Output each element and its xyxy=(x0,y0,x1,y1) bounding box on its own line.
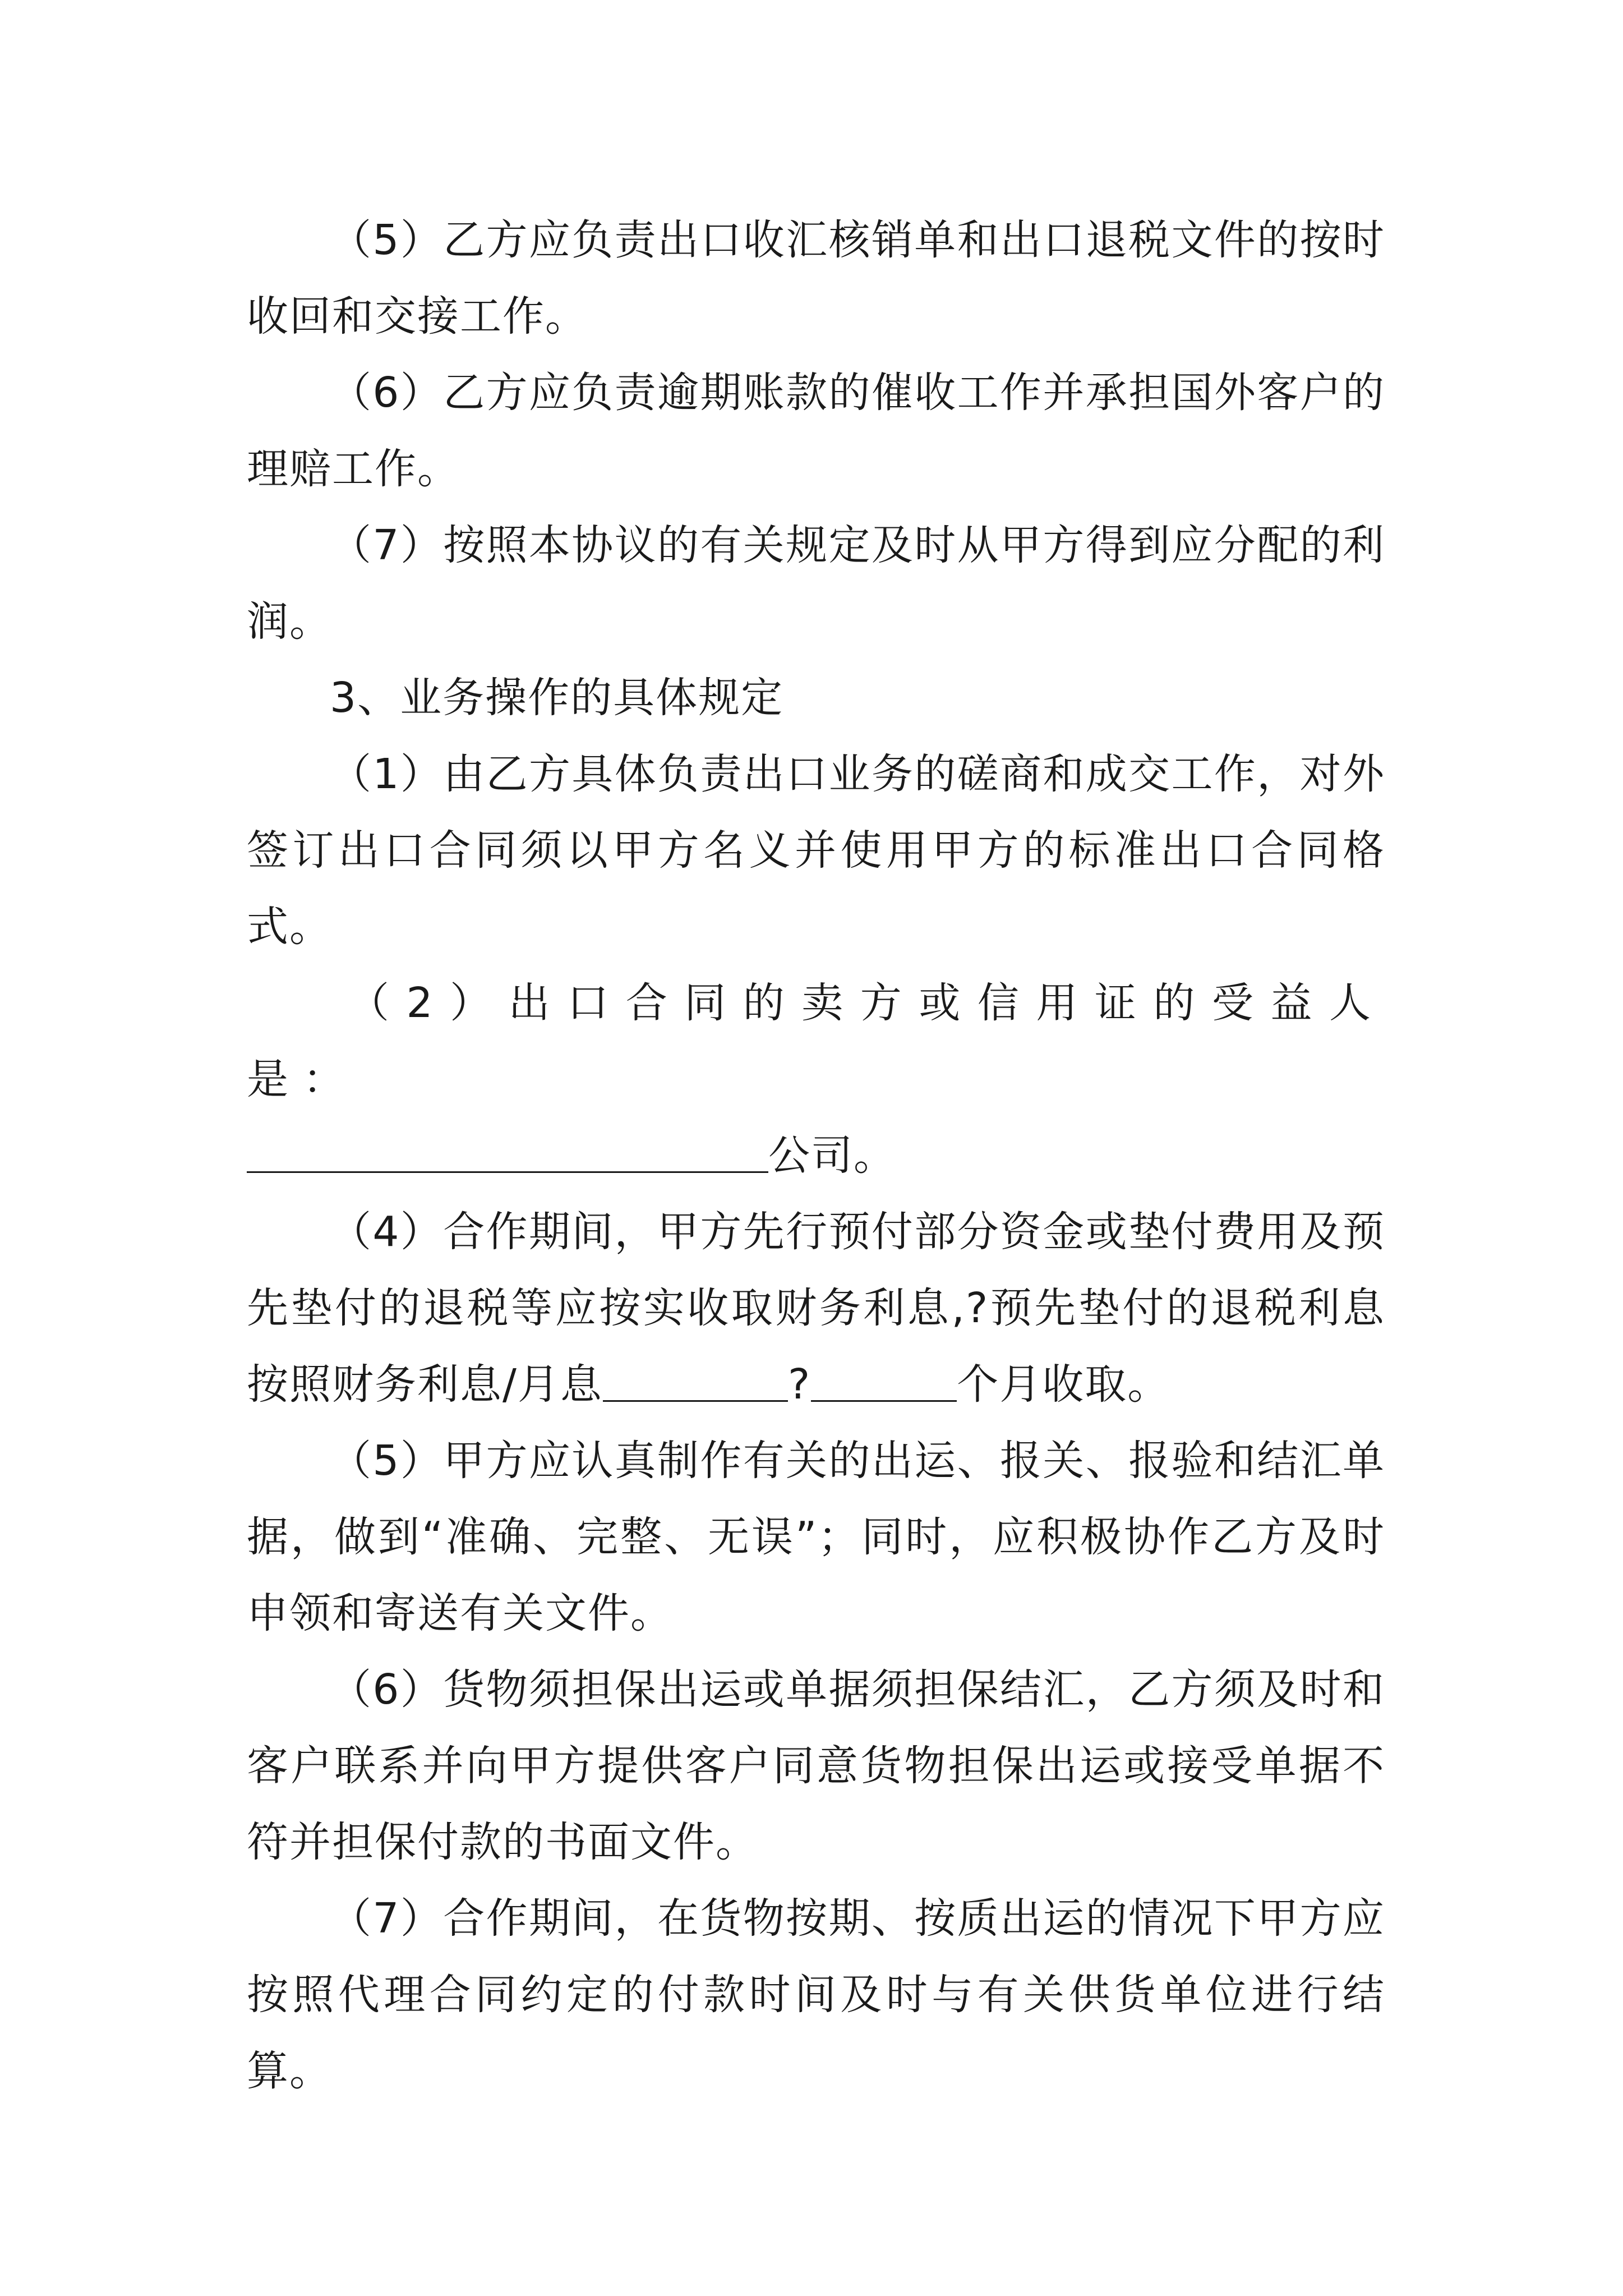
company-suffix: 公司。 xyxy=(768,1131,896,1180)
paragraph-4-end: 个月收取。 xyxy=(957,1360,1170,1409)
paragraph-1: （1）由乙方具体负责出口业务的磋商和成交工作，对外签订出口合同须以甲方名义并使用甲方的标准出口合同格式。 xyxy=(247,750,1385,951)
paragraph-6b: （6）货物须担保出运或单据须担保结汇，乙方须及时和客户联系并向甲方提供客户同意货物担保出运或接受单据不符并担保付款的书面文件。 xyxy=(247,1665,1385,1866)
paragraph-4 xyxy=(247,1194,1385,1423)
seller-name-blank[interactable] xyxy=(247,1130,768,1173)
paragraph-2-line-1: （2）出口合同的卖方或信用证的受益人是： xyxy=(247,979,1385,1103)
paragraph-4-text: （4）合作期间，甲方先行预付部分资金或垫付费用及预先垫付的退税等应按实收取财务利息,?预先垫付的退税利息按照财务利息/月息 xyxy=(247,1208,1385,1409)
paragraph-5b: （5）甲方应认真制作有关的出运、报关、报验和结汇单据，做到“准确、完整、无误”；同时，应积极协作乙方及时申领和寄送有关文件。 xyxy=(247,1437,1385,1637)
paragraph-5a: （5）乙方应负责出口收汇核销单和出口退税文件的按时收回和交接工作。 xyxy=(247,216,1385,341)
months-blank[interactable] xyxy=(811,1359,957,1402)
paragraph-2-line-2 xyxy=(247,1117,1385,1194)
document-body xyxy=(247,202,1385,2109)
paragraph-6a: （6）乙方应负责逾期账款的催收工作并承担国外客户的理赔工作。 xyxy=(247,369,1385,493)
paragraph-4-mid: ? xyxy=(787,1360,811,1409)
paragraph-2 xyxy=(247,965,1385,1194)
paragraph-7b: （7）合作期间，在货物按期、按质出运的情况下甲方应按照代理合同约定的付款时间及时与有关供货单位进行结算。 xyxy=(247,1894,1385,2095)
paragraph-7a: （7）按照本协议的有关规定及时从甲方得到应分配的利润。 xyxy=(247,521,1385,646)
section-heading-3: 3、业务操作的具体规定 xyxy=(330,674,784,722)
monthly-interest-blank[interactable] xyxy=(603,1359,788,1402)
